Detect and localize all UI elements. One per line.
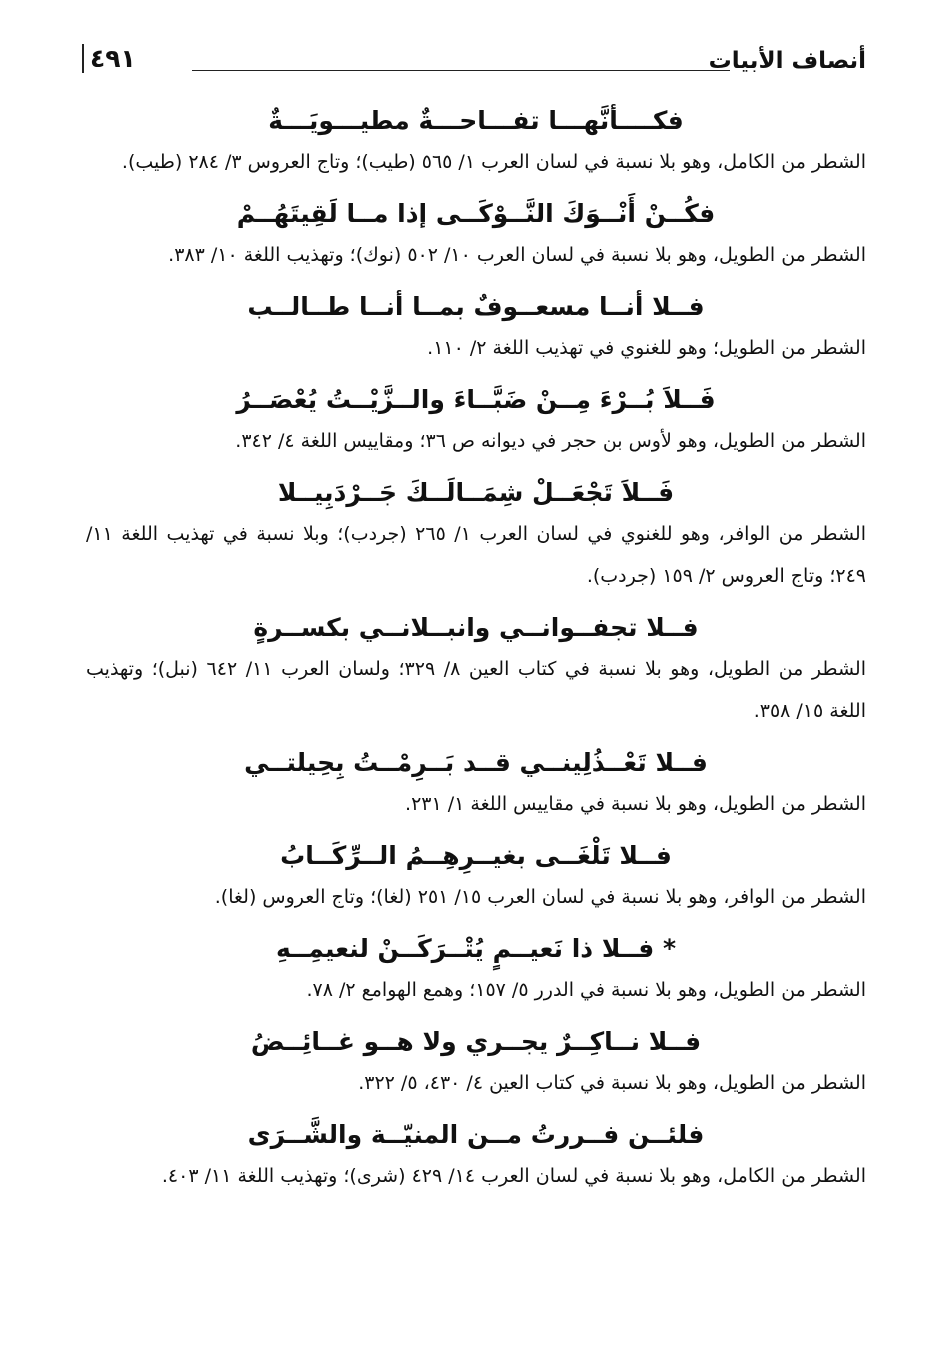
verse-source-note: الشطر من الطويل، وهو بلا نسبة في كتاب العين ٨/ ٣٢٩؛ ولسان العرب ١١/ ٦٤٢ (نبل)؛ وتهذيب اللغة ١٥/ ٣٥٨.: [86, 658, 866, 722]
page-number: ٤٩١: [82, 44, 136, 73]
verse-source-note: الشطر من الطويل، وهو لأوس بن حجر في ديوانه ص ٣٦؛ ومقاييس اللغة ٤/ ٣٤٢.: [235, 430, 866, 452]
verse-source-note: الشطر من الكامل، وهو بلا نسبة في لسان العرب ١/ ٥٦٥ (طيب)؛ وتاج العروس ٣/ ٢٨٤ (طيب).: [121, 151, 866, 173]
verse-hemistich: فكُــنْ أَنْــوَكَ النَّــوْكَــى إذا مــا لَقِيتَهُــمْ: [236, 199, 716, 228]
verse-source-note: الشطر من الطويل، وهو بلا نسبة في الدرر ٥/ ١٥٧؛ وهمع الهوامع ٢/ ٧٨.: [306, 979, 866, 1001]
header-rule: [192, 70, 730, 71]
entries-list: [86, 90, 866, 1197]
verse-source-note: الشطر من الوافر، وهو بلا نسبة في لسان العرب ١٥/ ٢٥١ (لغا)؛ وتاج العروس (لغا).: [214, 886, 866, 908]
verse-source-note: الشطر من الوافر، وهو للغنوي في لسان العرب ١/ ٢٦٥ (جردب)؛ وبلا نسبة في تهذيب اللغة ١١/ ٢٤٩؛ وتاج العروس ٢/ ١٥٩ (جردب).: [86, 523, 866, 587]
verse-hemistich: فَــلاَ بُــرْءَ مِــنْ ضَبَّــاءَ والــزَّيْــتُ يُعْصَــرُ: [236, 385, 716, 414]
verse-source-note: الشطر من الطويل، وهو بلا نسبة في لسان العرب ١٠/ ٥٠٢ (نوك)؛ وتهذيب اللغة ١٠/ ٣٨٣.: [168, 244, 866, 266]
verse-source-note: الشطر من الطويل، وهو بلا نسبة في مقاييس اللغة ١/ ٢٣١.: [405, 793, 866, 815]
verse-hemistich: فــلا أنــا مسعــوفٌ بمــا أنــا طــالــب: [247, 292, 705, 321]
verse-source-note: الشطر من الطويل؛ وهو للغنوي في تهذيب اللغة ٢/ ١١٠.: [427, 337, 866, 359]
verse-hemistich: فــلا نــاكِــرٌ يجــري ولا هــو غــائِــضُ: [250, 1027, 702, 1056]
verse-hemistich: فكــــأنَّهـــا تفـــاحـــةٌ مطيـــويَـــةٌ: [268, 106, 684, 135]
verse-hemistich: فَــلاَ تَجْعَــلْ شِمَــالَــكَ جَــرْدَبِيــلا: [277, 478, 675, 507]
running-header: [82, 44, 866, 80]
verse-source-note: الشطر من الكامل، وهو بلا نسبة في لسان العرب ١٤/ ٤٢٩ (شرى)؛ وتهذيب اللغة ١١/ ٤٠٣.: [161, 1165, 866, 1187]
verse-hemistich: * فــلا ذا نَعيــمٍ يُتْــرَكَــنْ لنعيمِــهِ: [275, 934, 677, 963]
verse-hemistich: فــلا تَعْــذُلِينــي قــد بَــرِمْــتُ بِحِيلتــي: [244, 748, 708, 777]
running-title: أنصاف الأبيات: [708, 48, 866, 74]
verse-source-note: الشطر من الطويل، وهو بلا نسبة في كتاب العين ٤/ ٤٣٠، ٥/ ٣٢٢.: [358, 1072, 866, 1094]
verse-hemistich: فلئــن فــررتُ مــن المنيّــة والشَّــرَى: [247, 1120, 705, 1149]
verse-hemistich: فــلا تجفــوانــي وانبــلانــي بكســرةٍ: [253, 613, 699, 642]
verse-hemistich: فــلا تَلْغَــى بغيــرِهِــمُ الــرِّكَــابُ: [280, 841, 672, 870]
